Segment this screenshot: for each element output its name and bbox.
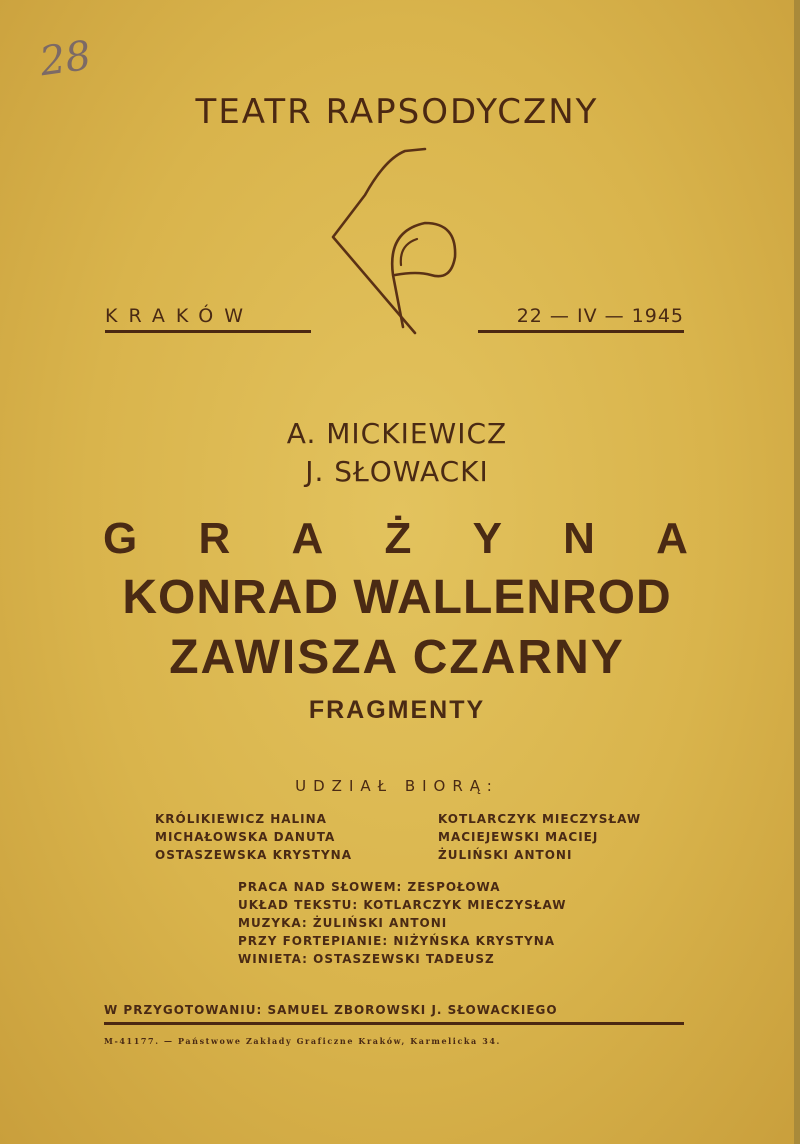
author-slowacki: J. SŁOWACKI bbox=[305, 455, 489, 488]
credit-line: WINIETA: OSTASZEWSKI TADEUSZ bbox=[238, 952, 495, 966]
title-konrad-wallenrod: KONRAD WALLENROD bbox=[122, 571, 672, 624]
cast-list-right bbox=[438, 810, 641, 864]
cast-member: KRÓLIKIEWICZ HALINA bbox=[155, 812, 327, 826]
cast-member: MACIEJEWSKI MACIEJ bbox=[438, 830, 599, 844]
title-letter: A bbox=[656, 514, 688, 563]
cast-member: KOTLARCZYK MIECZYSŁAW bbox=[438, 812, 642, 826]
title-letter: R bbox=[198, 514, 231, 563]
logo-stroke-head bbox=[392, 223, 455, 327]
author-mickiewicz: A. MICKIEWICZ bbox=[286, 417, 508, 450]
printer-imprint: M-41177. — Państwowe Zakłady Graficzne Kraków, Karmelicka 34. bbox=[104, 1036, 501, 1046]
handwritten-note: 28 bbox=[37, 32, 94, 86]
title-letter: N bbox=[563, 514, 595, 563]
theatre-logo-vignette bbox=[325, 145, 465, 340]
city: KRAKÓW bbox=[105, 305, 311, 333]
title-letter: G bbox=[103, 514, 138, 563]
title-letter: Ż bbox=[384, 514, 412, 563]
cast-member: MICHAŁOWSKA DANUTA bbox=[155, 830, 336, 844]
date: 22 — IV — 1945 bbox=[478, 305, 684, 333]
title-letter: Y bbox=[472, 514, 502, 563]
title-letter: A bbox=[291, 514, 324, 563]
paper-edge bbox=[794, 0, 800, 1144]
title-zawisza-czarny: ZAWISZA CZARNY bbox=[169, 631, 625, 684]
cast-member: OSTASZEWSKA KRYSTYNA bbox=[155, 848, 352, 862]
credit-line: PRZY FORTEPIANIE: NIŻYŃSKA KRYSTYNA bbox=[238, 934, 556, 948]
cast-heading: UDZIAŁ BIORĄ: bbox=[295, 777, 499, 795]
credit-line: UKŁAD TEKSTU: KOTLARCZYK MIECZYSŁAW bbox=[238, 898, 567, 912]
cast-list-left bbox=[155, 810, 352, 864]
credits-list bbox=[238, 878, 567, 968]
in-preparation: W PRZYGOTOWANIU: SAMUEL ZBOROWSKI J. SŁOWACKIEGO bbox=[104, 1003, 684, 1025]
credit-line: MUZYKA: ŻULIŃSKI ANTONI bbox=[238, 916, 448, 930]
title-grazyna bbox=[103, 514, 688, 564]
subtitle-fragments: FRAGMENTY bbox=[308, 696, 486, 724]
theatre-name: TEATR RAPSODYCZNY bbox=[195, 92, 599, 132]
cast-member: ŻULIŃSKI ANTONI bbox=[438, 848, 573, 862]
logo-stroke-inner bbox=[401, 239, 417, 265]
credit-line: PRACA NAD SŁOWEM: ZESPOŁOWA bbox=[238, 880, 501, 894]
